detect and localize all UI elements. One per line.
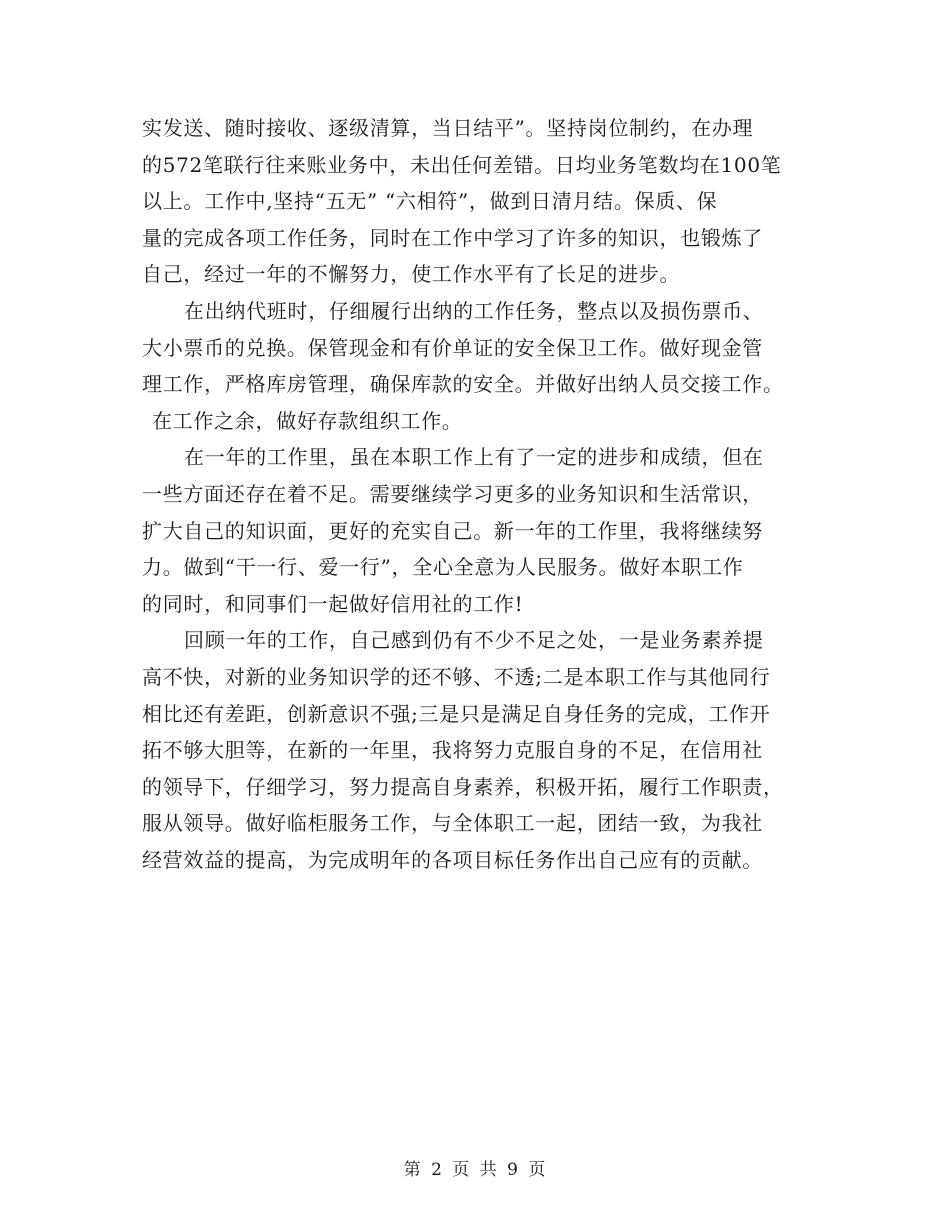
text-line: 经营效益的提高，为完成明年的各项目标任务作出自己应有的贡献。	[142, 847, 763, 872]
text-line: 在工作之余，做好存款组织工作。	[152, 408, 463, 433]
text-line: 回顾一年的工作，自己感到仍有不少不足之处，一是业务素养提	[184, 628, 764, 653]
text-line: 理工作，严格库房管理，确保库款的安全。并做好出纳人员交接工作。	[142, 372, 784, 397]
text-line: 的领导下，仔细学习，努力提高自身素养，积极开拓，履行工作职责，	[142, 774, 784, 799]
text-line: 力。做到“干一行、爱一行”，全心全意为人民服务。做好本职工作	[142, 555, 744, 580]
paragraph-1	[142, 110, 810, 293]
text-line: 大小票币的兑换。保管现金和有价单证的安全保卫工作。做好现金管	[142, 335, 763, 360]
paragraph-4	[142, 622, 810, 878]
page-number-footer: 第 2 页 共 9 页	[403, 1160, 547, 1180]
text-line: 扩大自己的知识面，更好的充实自己。新一年的工作里，我将继续努	[142, 518, 763, 543]
text-line: 量的完成各项工作任务，同时在工作中学习了许多的知识，也锻炼了	[142, 225, 763, 250]
text-line: 相比还有差距，创新意识不强;三是只是满足自身任务的完成，工作开	[142, 701, 771, 726]
text-line: 高不快，对新的业务知识学的还不够、不透;二是本职工作与其他同行	[142, 664, 771, 689]
text-line: 的572笔联行往来账业务中，未出任何差错。日均业务笔数均在100笔	[142, 152, 782, 177]
text-line: 的同时，和同事们一起做好信用社的工作!	[142, 591, 524, 616]
paragraph-2	[142, 293, 810, 439]
text-line: 拓不够大胆等，在新的一年里，我将努力克服自身的不足，在信用社	[142, 738, 763, 763]
text-line: 服从领导。做好临柜服务工作，与全体职工一起，团结一致，为我社	[142, 811, 763, 836]
text-line: 一些方面还存在着不足。需要继续学习更多的业务知识和生活常识，	[142, 481, 763, 506]
document-body	[142, 110, 810, 878]
text-line: 以上。工作中,坚持“五无” “六相符”，做到日清月结。保质、保	[142, 189, 718, 214]
text-line: 自己，经过一年的不懈努力，使工作水平有了长足的进步。	[142, 262, 681, 287]
text-line: 在一年的工作里，虽在本职工作上有了一定的进步和成绩，但在	[184, 445, 764, 470]
text-line: 实发送、随时接收、逐级清算，当日结平”。坚持岗位制约，在办理	[142, 116, 754, 140]
text-line: 在出纳代班时，仔细履行出纳的工作任务，整点以及损伤票币、	[184, 298, 764, 323]
paragraph-3	[142, 439, 810, 622]
